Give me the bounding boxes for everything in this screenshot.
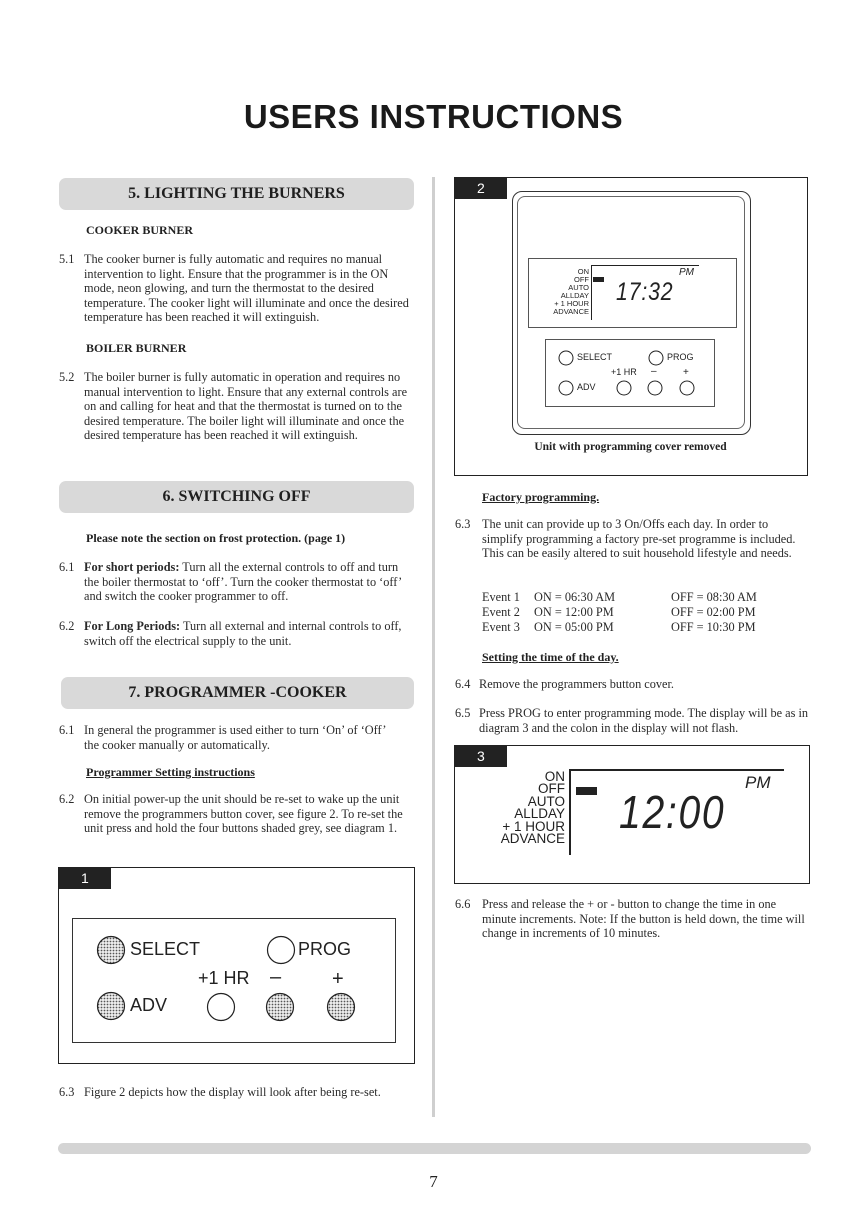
paragraph-number: 6.4 bbox=[455, 677, 471, 691]
plus-button[interactable] bbox=[328, 994, 355, 1021]
mode-on: ON bbox=[544, 769, 565, 784]
lcd-screen bbox=[591, 265, 699, 320]
paragraph-number: 6.3 bbox=[455, 517, 471, 531]
paragraph-number: 6.5 bbox=[455, 706, 471, 720]
select-button[interactable] bbox=[98, 937, 125, 964]
display-panel bbox=[528, 258, 737, 328]
paragraph-text: The cooker burner is fully automatic and requires no manual intervention to light. Ensure that the programmer is in the ON mode, neon glowing, and turn the thermostat to the desired temperature. The cooker light will illuminate and once the desired temperature has been reached it will extinguish. bbox=[84, 252, 409, 325]
plus-label: + bbox=[332, 968, 344, 990]
paragraph-number: 6.1 bbox=[59, 560, 75, 574]
lcd-screen bbox=[569, 769, 784, 855]
adv-label: ADV bbox=[577, 382, 596, 392]
select-button[interactable] bbox=[559, 351, 573, 365]
event-name: Event 3 bbox=[482, 620, 520, 634]
paragraph-6-5 bbox=[455, 706, 811, 735]
paragraph-text: Turn all external and internal controls to off, switch off the electrical supply to the unit. bbox=[84, 619, 402, 648]
button-panel bbox=[72, 918, 396, 1043]
table-row bbox=[482, 605, 757, 620]
figure-caption: Unit with programming cover removed bbox=[534, 441, 727, 453]
plus-button[interactable] bbox=[680, 381, 694, 395]
diagram-number: 1 bbox=[59, 868, 111, 889]
prog-button[interactable] bbox=[649, 351, 663, 365]
mode-plus-1-hour: + 1 HOUR bbox=[554, 299, 589, 308]
mode-labels bbox=[475, 771, 565, 845]
button-panel bbox=[545, 339, 715, 407]
mode-auto: AUTO bbox=[527, 793, 565, 809]
minus-button[interactable] bbox=[648, 381, 662, 395]
event-off: OFF = 10:30 PM bbox=[671, 620, 756, 634]
figure-2 bbox=[454, 177, 808, 476]
mode-off: OFF bbox=[538, 781, 565, 797]
table-row bbox=[482, 620, 757, 635]
paragraph-number: 6.2 bbox=[59, 619, 75, 633]
paragraph-number: 5.1 bbox=[59, 252, 75, 266]
lcd-ampm: PM bbox=[745, 773, 771, 792]
paragraph-text: Remove the programmers button cover. bbox=[479, 677, 674, 691]
paragraph-7-6-3 bbox=[59, 1085, 416, 1100]
factory-programming-heading: Factory programming. bbox=[482, 490, 600, 504]
plus-1hr-label: +1 HR bbox=[611, 367, 637, 377]
section-heading-lighting: 5. LIGHTING THE BURNERS bbox=[59, 178, 414, 210]
select-label: SELECT bbox=[577, 352, 613, 362]
paragraph-text: Figure 2 depicts how the display will look after being re-set. bbox=[84, 1085, 381, 1099]
diagram-number: 3 bbox=[455, 746, 507, 767]
paragraph-number: 5.2 bbox=[59, 370, 75, 384]
mode-plus-1-hour: + 1 HOUR bbox=[502, 818, 565, 834]
boiler-burner-subheading: BOILER BURNER bbox=[86, 341, 187, 355]
paragraph-6-1-short bbox=[59, 560, 416, 604]
lcd-ampm: PM bbox=[679, 267, 694, 278]
event-on: ON = 12:00 PM bbox=[534, 605, 614, 619]
cooker-burner-subheading: COOKER BURNER bbox=[86, 223, 194, 237]
minus-button[interactable] bbox=[267, 994, 294, 1021]
paragraph-text: The boiler burner is fully automatic in operation and requires no manual intervention to light. Ensure that any external controls are on and calling for heat and that the thermostat is turned on to the desired temperature. The boiler light will illuminate and once the desired temperature has been reached it will extinguish. bbox=[84, 370, 408, 443]
mode-advance: ADVANCE bbox=[500, 831, 565, 847]
paragraph-5-1 bbox=[59, 252, 416, 325]
adv-button[interactable] bbox=[559, 381, 573, 395]
diagram-1 bbox=[58, 867, 415, 1064]
paragraph-5-2 bbox=[59, 370, 416, 443]
paragraph-6-2-long bbox=[59, 619, 416, 648]
mode-auto: AUTO bbox=[568, 283, 589, 292]
mode-on: ON bbox=[577, 267, 589, 276]
events-table bbox=[482, 590, 757, 635]
plus-1hr-button[interactable] bbox=[617, 381, 631, 395]
bold-lead: For short periods: bbox=[84, 560, 180, 574]
paragraph-text: In general the programmer is used either to turn ‘On’ of ‘Off’ the cooker manually or automatically. bbox=[84, 723, 386, 752]
mode-allday: ALLDAY bbox=[514, 806, 565, 822]
minus-label: – bbox=[270, 966, 282, 988]
paragraph-6-6 bbox=[455, 897, 812, 941]
adv-label: ADV bbox=[130, 995, 168, 1015]
paragraph-text: Press and release the + or - button to change the time in one minute increments. Note: If the button is held down, the time will change in increments of 10 minutes. bbox=[482, 897, 805, 941]
paragraph-number: 6.1 bbox=[59, 723, 75, 737]
event-on: ON = 06:30 AM bbox=[534, 590, 616, 604]
plus-1hr-button[interactable] bbox=[208, 994, 235, 1021]
lcd-time: 12:00 bbox=[619, 786, 726, 838]
paragraph-text: The unit can provide up to 3 On/Offs each day. In order to simplify programming a factory pre-set programme is included. This can be easily altered to suit household lifestyle and needs. bbox=[482, 517, 796, 561]
plus-label: + bbox=[683, 367, 689, 378]
plus-1hr-label: +1 HR bbox=[198, 968, 250, 988]
bold-lead: For Long Periods: bbox=[84, 619, 181, 633]
figure-number: 2 bbox=[455, 178, 507, 199]
table-row bbox=[482, 590, 757, 605]
select-label: SELECT bbox=[130, 939, 201, 959]
page-title: USERS INSTRUCTIONS bbox=[243, 98, 624, 135]
mode-labels bbox=[531, 268, 589, 316]
minus-label: – bbox=[651, 366, 657, 377]
paragraph-number: 6.6 bbox=[455, 897, 471, 911]
frost-protection-note: Please note the section on frost protection. (page 1) bbox=[86, 531, 346, 545]
paragraph-7-6-1 bbox=[59, 723, 416, 752]
programmer-unit bbox=[512, 191, 751, 435]
prog-label: PROG bbox=[298, 939, 352, 959]
adv-button[interactable] bbox=[98, 993, 125, 1020]
footer-bar bbox=[58, 1143, 811, 1154]
mode-advance: ADVANCE bbox=[553, 307, 589, 316]
section-heading-programmer: 7. PROGRAMMER -COOKER bbox=[61, 677, 414, 709]
mode-off: OFF bbox=[574, 275, 589, 284]
page-number: 7 bbox=[429, 1172, 438, 1191]
prog-button[interactable] bbox=[268, 937, 295, 964]
setting-time-heading: Setting the time of the day. bbox=[482, 650, 619, 664]
prog-label: PROG bbox=[667, 352, 694, 362]
event-off: OFF = 08:30 AM bbox=[671, 590, 757, 604]
paragraph-number: 6.2 bbox=[59, 792, 75, 806]
mode-allday: ALLDAY bbox=[560, 291, 589, 300]
lcd-time: 17:32 bbox=[616, 278, 674, 306]
event-off: OFF = 02:00 PM bbox=[671, 605, 756, 619]
diagram-3 bbox=[454, 745, 810, 884]
paragraph-6-4 bbox=[455, 677, 811, 692]
event-name: Event 1 bbox=[482, 590, 520, 604]
event-on: ON = 05:00 PM bbox=[534, 620, 614, 634]
paragraph-factory-6-3 bbox=[455, 517, 811, 561]
column-divider bbox=[432, 177, 435, 1117]
paragraph-text: Turn all the external controls to off and turn the boiler thermostat to ‘off’. Turn the cooker thermostat to ‘off’ and switch the cooker programmer to off. bbox=[84, 560, 402, 604]
paragraph-text: Press PROG to enter programming mode. The display will be as in diagram 3 and the colon in the display will not flash. bbox=[479, 706, 809, 735]
paragraph-text: On initial power-up the unit should be re-set to wake up the unit remove the programmers button cover, see figure 2. To re-set the unit press and hold the four buttons shaded grey, see diagram 1. bbox=[84, 792, 403, 836]
event-name: Event 2 bbox=[482, 605, 520, 619]
paragraph-7-6-2 bbox=[59, 792, 416, 836]
programmer-setting-heading: Programmer Setting instructions bbox=[86, 765, 255, 779]
section-heading-switching-off: 6. SWITCHING OFF bbox=[59, 481, 414, 513]
paragraph-number: 6.3 bbox=[59, 1085, 75, 1099]
